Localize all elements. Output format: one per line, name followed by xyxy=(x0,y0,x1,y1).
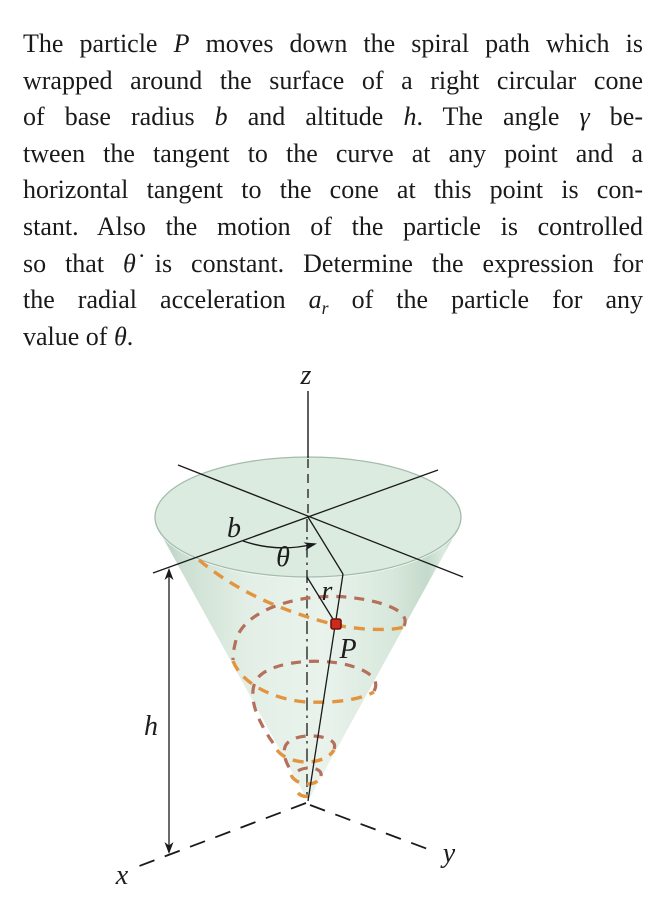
label-x: x xyxy=(115,860,129,891)
label-h: h xyxy=(144,711,158,742)
problem-line: horizontal tangent to the cone at this point is con- xyxy=(23,175,643,205)
label-y: y xyxy=(442,838,456,869)
y-axis xyxy=(310,805,433,851)
label-theta: θ xyxy=(276,542,290,573)
problem-line: the radial acceleration $a_r$ of the particle for any xyxy=(23,285,643,319)
label-z: z xyxy=(300,360,312,391)
problem-line: so that θ̇ is constant. Determine the expression for xyxy=(23,248,643,278)
problem-line: tween the tangent to the curve at any point and a xyxy=(23,138,643,168)
particle-dot xyxy=(331,619,341,629)
label-particle: P xyxy=(339,634,357,665)
problem-line: value of θ. xyxy=(23,321,134,351)
problem-line: stant. Also the motion of the particle is controlled xyxy=(23,211,643,241)
label-b: b xyxy=(227,513,241,544)
label-r: r xyxy=(321,576,333,607)
x-axis xyxy=(134,803,306,868)
problem-line: of base radius b and altitude h. The angle γ be- xyxy=(23,102,643,132)
problem-line: The particle P moves down the spiral path which is xyxy=(23,29,643,58)
problem-line: wrapped around the surface of a right circular cone xyxy=(23,65,643,95)
